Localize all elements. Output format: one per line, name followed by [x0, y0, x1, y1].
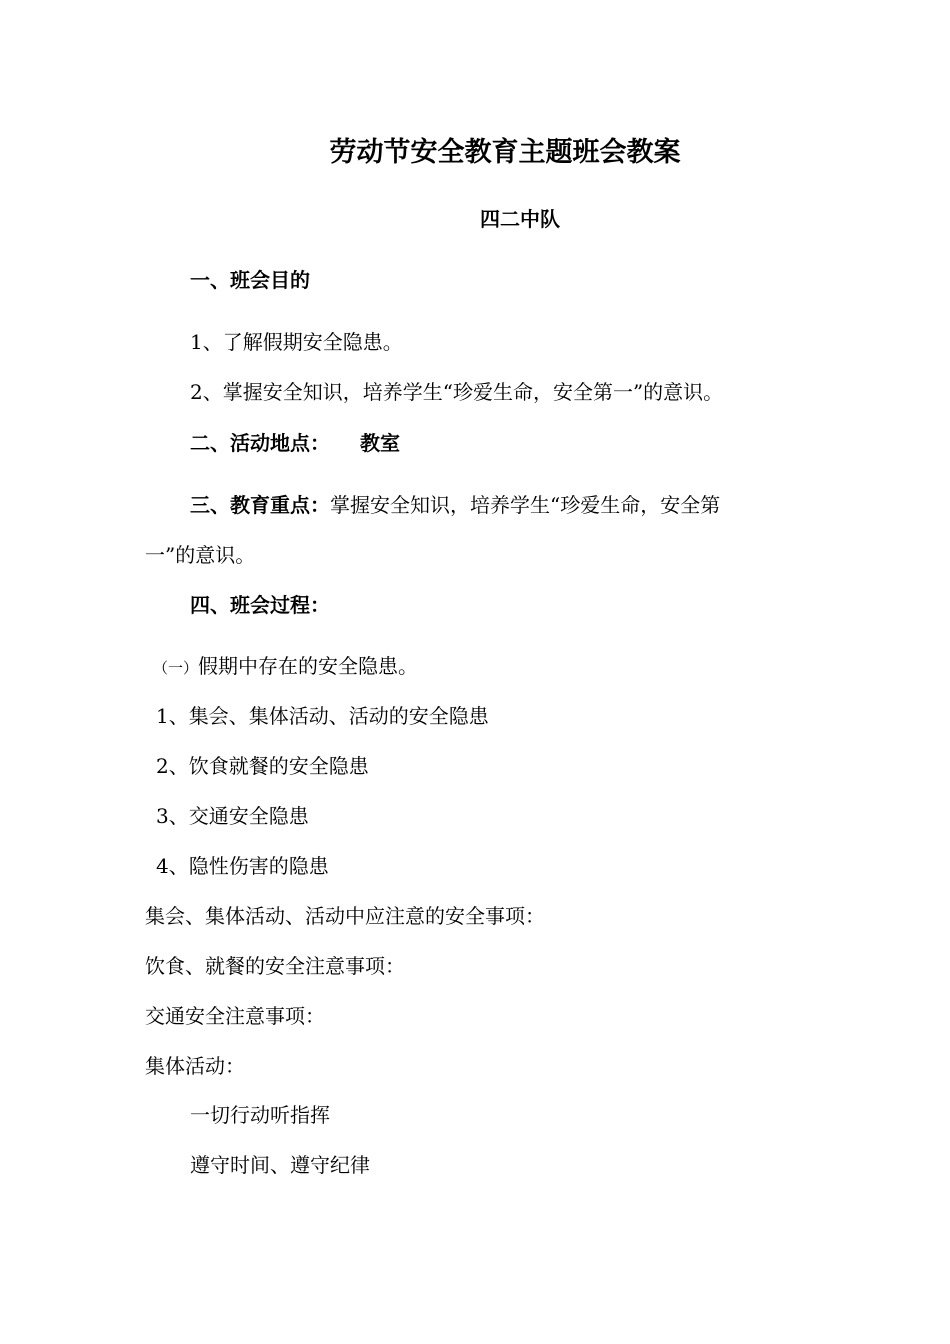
section2-line [190, 429, 400, 457]
document-subtitle: 四二中队 [480, 207, 560, 231]
subheading-text: 假期中存在的安全隐患。 [198, 654, 419, 678]
section2-heading: 二、活动地点： [190, 431, 330, 455]
section1-item-1: 1、了解假期安全隐患。 [190, 330, 403, 354]
section4-heading: 四、班会过程： [190, 593, 330, 617]
rule-item-2: 遵守时间、遵守纪律 [190, 1153, 370, 1177]
note-item-3: 交通安全注意事项： [145, 1004, 325, 1028]
section4-subheading [153, 652, 418, 682]
hazard-item-2: 2、饮食就餐的安全隐患 [156, 754, 369, 778]
rule-item-1: 一切行动听指挥 [190, 1103, 330, 1127]
section3-heading: 三、教育重点： [190, 493, 330, 517]
section3-text-2: 一”的意识。 [145, 543, 256, 567]
section3-text-1: 掌握安全知识，培养学生“珍爱生命，安全第 [330, 493, 721, 517]
section1-item-2: 2、掌握安全知识，培养学生“珍爱生命，安全第一”的意识。 [190, 380, 724, 404]
section3-line-1 [190, 491, 720, 519]
subheading-prefix: （一） [153, 659, 199, 677]
hazard-item-3: 3、交通安全隐患 [156, 804, 309, 828]
hazard-item-4: 4、隐性伤害的隐患 [156, 854, 329, 878]
section1-heading: 一、班会目的 [190, 268, 310, 292]
note-item-4: 集体活动： [145, 1054, 245, 1078]
document-title: 劳动节安全教育主题班会教案 [329, 137, 681, 168]
hazard-item-1: 1、集会、集体活动、活动的安全隐患 [156, 704, 489, 728]
note-item-1: 集会、集体活动、活动中应注意的安全事项： [145, 904, 545, 928]
section2-value: 教室 [360, 431, 400, 455]
note-item-2: 饮食、就餐的安全注意事项： [145, 954, 405, 978]
